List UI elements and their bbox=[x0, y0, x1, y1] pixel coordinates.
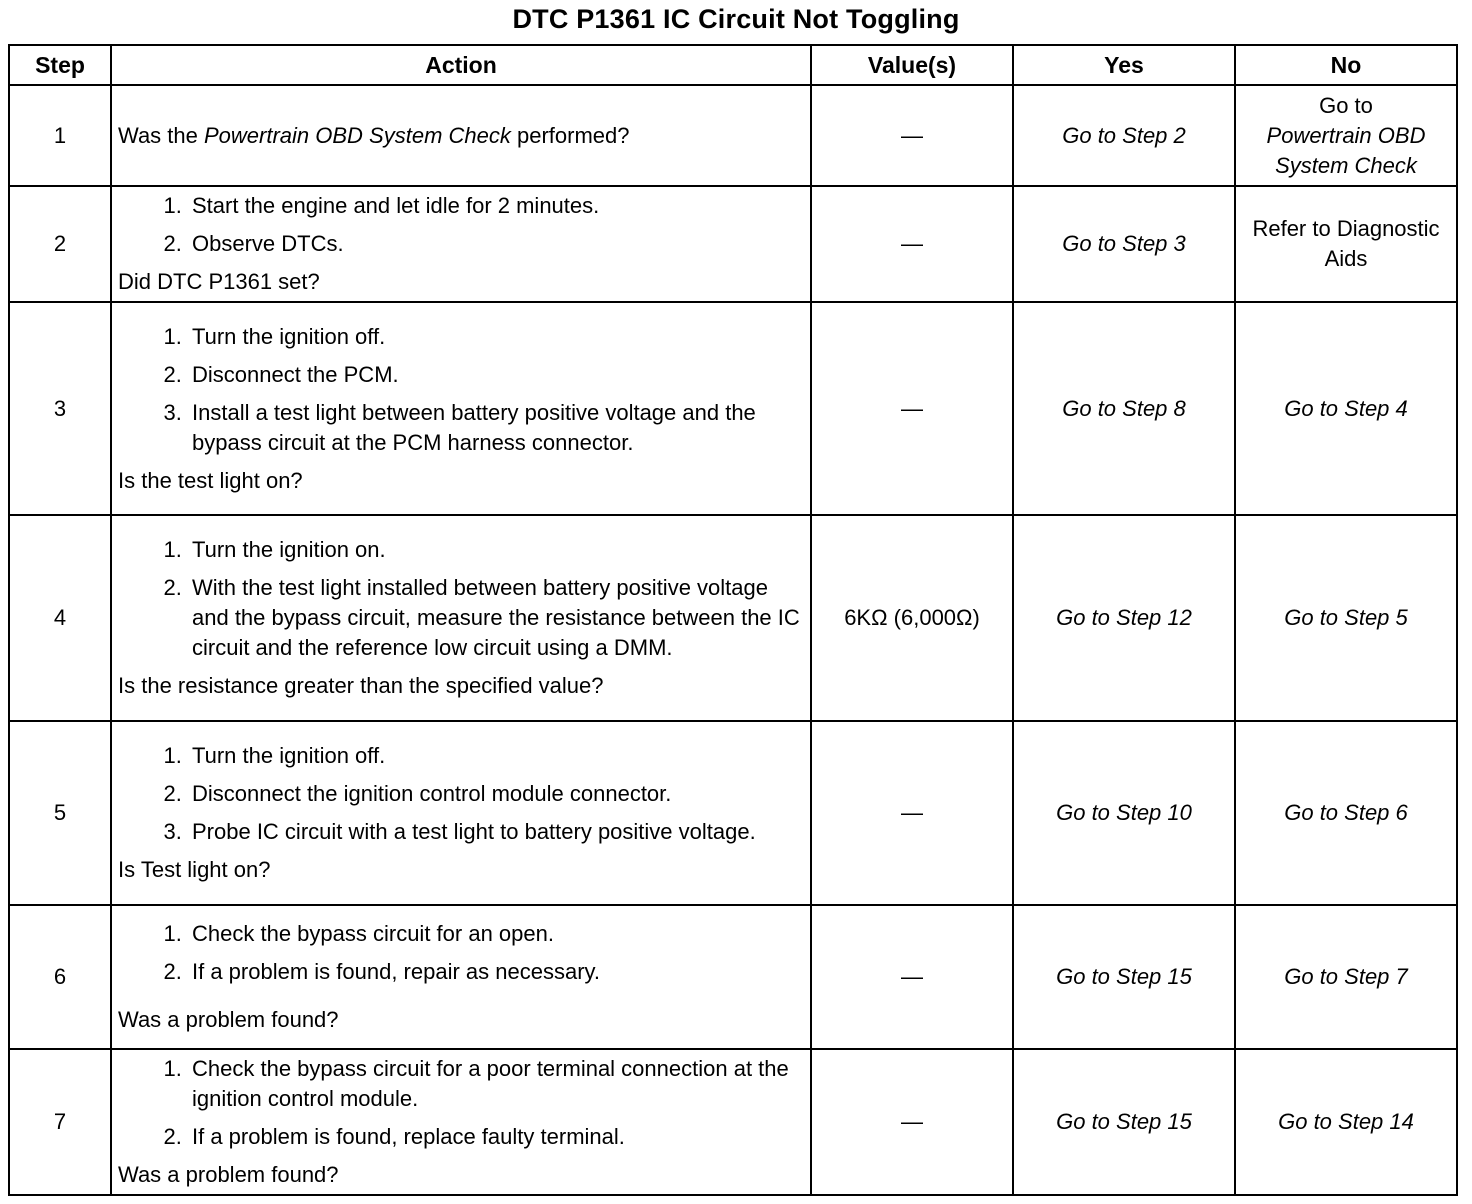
action-steps bbox=[118, 322, 804, 458]
action-text: Was the bbox=[118, 122, 204, 148]
action-step: 2. If a problem is found, repair as necessary. bbox=[188, 957, 804, 987]
action-text: performed? bbox=[510, 122, 630, 148]
value-cell: — bbox=[811, 302, 1013, 515]
action-step: 1. Check the bypass circuit for an open. bbox=[188, 919, 804, 949]
value-cell: — bbox=[811, 186, 1013, 302]
value-cell: — bbox=[811, 905, 1013, 1049]
header-action: Action bbox=[111, 45, 811, 85]
action-step: 3. Probe IC circuit with a test light to battery positive voltage. bbox=[188, 817, 804, 847]
action-question: Was a problem found? bbox=[118, 1007, 339, 1032]
table-row bbox=[9, 186, 1457, 302]
no-text: Go to bbox=[1319, 92, 1373, 118]
step-number: 7 bbox=[9, 1049, 111, 1195]
page-title: DTC P1361 IC Circuit Not Toggling bbox=[512, 4, 960, 34]
action-steps bbox=[118, 919, 804, 987]
action-step: 2. If a problem is found, replace faulty terminal. bbox=[188, 1122, 804, 1152]
action-cell bbox=[111, 1049, 811, 1195]
no-cell: Go to Step 4 bbox=[1235, 302, 1457, 515]
action-question: Is the resistance greater than the specified value? bbox=[118, 673, 604, 698]
action-cell bbox=[111, 302, 811, 515]
no-cell: Go to Step 14 bbox=[1235, 1049, 1457, 1195]
action-step: 2. Disconnect the PCM. bbox=[188, 360, 804, 390]
step-number: 2 bbox=[9, 186, 111, 302]
table-row bbox=[9, 905, 1457, 1049]
action-cell bbox=[111, 515, 811, 721]
action-steps bbox=[118, 191, 804, 259]
action-steps bbox=[118, 1054, 804, 1152]
yes-cell: Go to Step 3 bbox=[1013, 186, 1235, 302]
action-cell bbox=[111, 85, 811, 186]
no-cell: Go to Step 7 bbox=[1235, 905, 1457, 1049]
action-step: 1. Turn the ignition on. bbox=[188, 535, 804, 565]
header-value: Value(s) bbox=[811, 45, 1013, 85]
action-step: 2. Observe DTCs. bbox=[188, 229, 804, 259]
action-question: Did DTC P1361 set? bbox=[118, 269, 320, 294]
yes-cell: Go to Step 2 bbox=[1013, 85, 1235, 186]
step-number: 5 bbox=[9, 721, 111, 905]
no-cell: Go to Step 5 bbox=[1235, 515, 1457, 721]
value-cell: — bbox=[811, 721, 1013, 905]
action-steps bbox=[118, 741, 804, 847]
action-question: Is the test light on? bbox=[118, 467, 303, 493]
value-cell: — bbox=[811, 85, 1013, 186]
action-question: Is Test light on? bbox=[118, 857, 271, 882]
header-yes: Yes bbox=[1013, 45, 1235, 85]
action-step: 1. Start the engine and let idle for 2 minutes. bbox=[188, 191, 804, 221]
action-step: 2. Disconnect the ignition control module connector. bbox=[188, 779, 804, 809]
table-row bbox=[9, 1049, 1457, 1195]
table-row bbox=[9, 515, 1457, 721]
action-cell bbox=[111, 905, 811, 1049]
action-cell bbox=[111, 186, 811, 302]
no-cell: Go to Step 6 bbox=[1235, 721, 1457, 905]
header-step: Step bbox=[9, 45, 111, 85]
value-cell: — bbox=[811, 1049, 1013, 1195]
action-emphasis: Powertrain OBD System Check bbox=[204, 122, 511, 148]
no-cell bbox=[1235, 85, 1457, 186]
action-step: 1. Turn the ignition off. bbox=[188, 322, 804, 352]
table-header-row bbox=[9, 45, 1457, 85]
yes-cell: Go to Step 12 bbox=[1013, 515, 1235, 721]
step-number: 4 bbox=[9, 515, 111, 721]
table-row bbox=[9, 302, 1457, 515]
no-text-emphasis: Powertrain OBD System Check bbox=[1266, 122, 1426, 178]
yes-cell: Go to Step 10 bbox=[1013, 721, 1235, 905]
step-number: 3 bbox=[9, 302, 111, 515]
action-step: 1. Check the bypass circuit for a poor terminal connection at the ignition control module. bbox=[188, 1054, 804, 1114]
action-steps bbox=[118, 535, 804, 663]
table-row bbox=[9, 721, 1457, 905]
yes-cell: Go to Step 15 bbox=[1013, 1049, 1235, 1195]
diagnostic-table bbox=[8, 44, 1458, 1196]
header-no: No bbox=[1235, 45, 1457, 85]
action-step: 3. Install a test light between battery positive voltage and the bypass circuit at the PCM harness connector. bbox=[188, 398, 804, 458]
action-step: 1. Turn the ignition off. bbox=[188, 741, 804, 771]
yes-cell: Go to Step 8 bbox=[1013, 302, 1235, 515]
table-row bbox=[9, 85, 1457, 186]
action-cell bbox=[111, 721, 811, 905]
step-number: 1 bbox=[9, 85, 111, 186]
step-number: 6 bbox=[9, 905, 111, 1049]
no-cell: Refer to Diagnostic Aids bbox=[1235, 186, 1457, 302]
action-step: 2. With the test light installed between battery positive voltage and the bypass circuit, measure the resistance between the IC circuit and the reference low circuit using a DMM. bbox=[188, 573, 804, 663]
yes-cell: Go to Step 15 bbox=[1013, 905, 1235, 1049]
value-cell: 6KΩ (6,000Ω) bbox=[811, 515, 1013, 721]
action-question: Was a problem found? bbox=[118, 1162, 339, 1187]
